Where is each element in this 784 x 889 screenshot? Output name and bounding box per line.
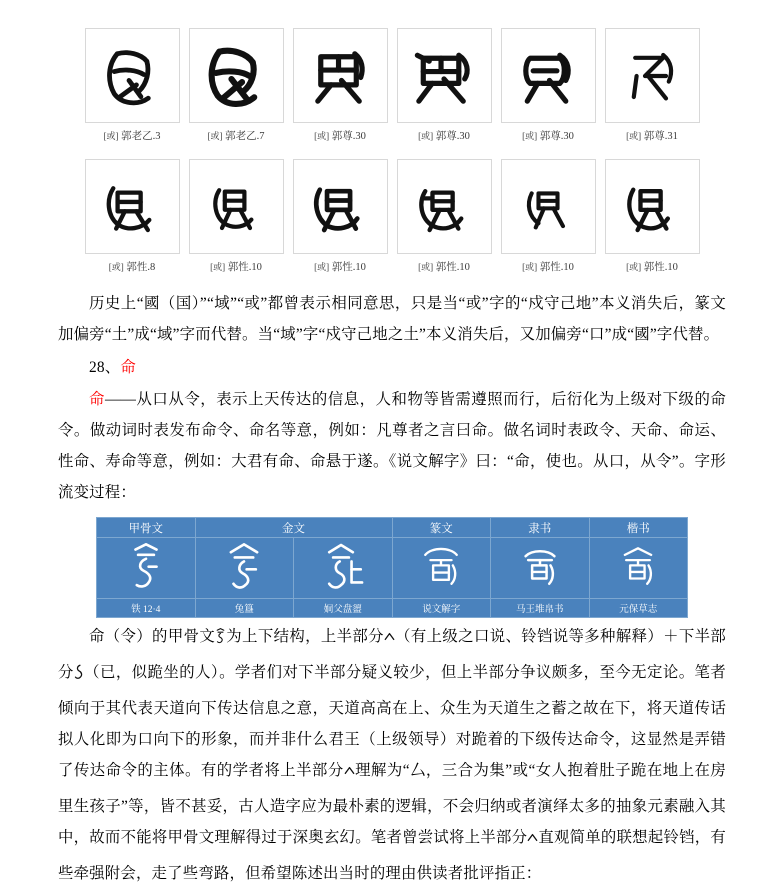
glyph-image — [501, 159, 596, 254]
glyph-source: [或] — [103, 131, 119, 141]
oracle-bone-glyph-icon — [303, 39, 377, 113]
footer-cell-4: 马王堆帛书 — [491, 599, 590, 618]
glyph-caption — [210, 259, 262, 274]
glyph-caption — [418, 259, 470, 274]
glyph-ref: 郭尊.31 — [643, 131, 678, 142]
glyph-image — [293, 28, 388, 123]
header-cell-jinwen: 金文 — [195, 518, 392, 538]
glyph-ref: 郭尊.30 — [331, 131, 366, 142]
glyph-ref: 郭性.10 — [539, 262, 574, 273]
glyph-plate-row-2 — [58, 143, 726, 274]
oracle-bone-glyph-icon — [407, 39, 481, 113]
glyph-source: [或] — [522, 262, 538, 272]
glyph-cell-jinwen-2 — [294, 538, 393, 599]
glyph-image — [189, 28, 284, 123]
glyph-caption — [104, 128, 161, 143]
glyph-caption — [418, 128, 470, 143]
glyph-plate — [604, 28, 701, 143]
bronze-script-glyph-icon — [201, 172, 271, 242]
glyph-source: [或] — [418, 262, 434, 272]
header-cell-kaishu: 楷书 — [589, 518, 688, 538]
glyph-source: [或] — [314, 262, 330, 272]
glyph-source: [或] — [522, 131, 538, 141]
section-char: 命 — [120, 359, 136, 376]
ming-seal-glyph-icon — [420, 543, 462, 593]
footer-cell-0: 铁 12·4 — [97, 599, 196, 618]
footer-cell-5: 元保草志 — [589, 599, 688, 618]
bronze-script-glyph-icon — [514, 173, 582, 241]
glyph-ref: 郭老乙.3 — [121, 131, 161, 142]
header-cell-lishu: 隶书 — [491, 518, 590, 538]
analysis-text-5: 理解为“厶，三合为集”或“女人抱着肚子跪在地上在房里生孩子”等，皆不甚妥，古人造字应为最朴素的逻辑，不会归纳或者演绎太多的抽象元素融入其中，故而不能将甲骨文理解得过于深奥玄幻。笔者曾尝试将上半部分 — [58, 762, 726, 846]
oracle-bone-glyph-icon — [95, 39, 169, 113]
glyph-cell-kaishu — [589, 538, 688, 599]
definition-char: 命 — [89, 391, 105, 408]
bronze-script-glyph-icon — [616, 171, 688, 243]
glyph-ref: 郭老乙.7 — [225, 131, 265, 142]
glyph-ref: 郭性.10 — [643, 262, 678, 273]
glyph-plate — [396, 28, 493, 143]
glyph-source: [或] — [626, 131, 642, 141]
ming-bronze-glyph-icon-1 — [224, 543, 264, 593]
glyph-caption — [208, 128, 265, 143]
glyph-plate-row-1 — [58, 0, 726, 143]
glyph-caption — [109, 259, 156, 274]
glyph-cell-zhuanwen — [392, 538, 491, 599]
glyph-source: [或] — [626, 262, 642, 272]
glyph-plate — [396, 159, 493, 274]
table-footer-row — [97, 599, 688, 618]
paragraph-analysis — [58, 621, 726, 889]
glyph-source: [或] — [314, 131, 330, 141]
glyph-plate — [500, 159, 597, 274]
glyph-caption — [522, 128, 574, 143]
glyph-ref: 郭性.8 — [126, 262, 156, 273]
oracle-bone-glyph-icon — [198, 38, 274, 114]
section-heading — [58, 352, 726, 383]
analysis-text-3: （有上级之口说、铃铛说等多种解释）＋下半部分 — [58, 628, 726, 681]
ming-oracle-glyph-icon — [126, 543, 166, 593]
glyph-ref: 郭性.10 — [435, 262, 470, 273]
glyph-caption — [314, 128, 366, 143]
ming-bronze-glyph-icon-2 — [320, 543, 366, 593]
glyph-source: [或] — [418, 131, 434, 141]
paragraph-history: 历史上“國（国）”“域”“或”都曾表示相同意思，只是当“或”字的“戍守己地”本义消失后，篆文加偏旁“土”成“域”字而代替。当“域”字“戍守己地之土”本义消失后，又加偏旁“口”成“國”字代替。 — [58, 295, 726, 343]
paragraph-definition — [58, 384, 726, 508]
glyph-ref: 郭尊.30 — [539, 131, 574, 142]
glyph-image — [397, 28, 492, 123]
glyph-image — [293, 159, 388, 254]
ming-regular-glyph-icon — [617, 544, 659, 592]
glyph-ref: 郭尊.30 — [435, 131, 470, 142]
glyph-source: [或] — [108, 262, 124, 272]
glyph-caption — [314, 259, 366, 274]
header-cell-zhuanwen: 篆文 — [392, 518, 491, 538]
glyph-source: [或] — [210, 262, 226, 272]
footer-cell-2: 姛父盘盨 — [294, 599, 393, 618]
analysis-text-2: 为上下结构，上半部分 — [226, 628, 384, 645]
section-number: 28、 — [89, 359, 121, 376]
glyph-source: [或] — [207, 131, 223, 141]
glyph-cell-jiaguwen — [97, 538, 196, 599]
glyph-plate — [188, 28, 285, 143]
table-glyph-row — [97, 538, 688, 599]
glyph-plate — [84, 28, 181, 143]
definition-body: ——从口从令，表示上天传达的信息，人和物等皆需遵照而行，后衍化为上级对下级的命令。做动词时表发布命令、命名等意，例如：凡尊者之言曰命。做名词时表政令、天命、命运、性命、寿命等意，例如：大君有命、命悬于遂。《说文解字》曰：“命，使也。从口，从令”。字形流变过程： — [58, 391, 726, 501]
header-cell-jiaguwen: 甲骨文 — [97, 518, 196, 538]
glyph-ref: 郭性.10 — [331, 262, 366, 273]
analysis-text-4: （已，似跪坐的人）。学者们对下半部分疑义较少，但上半部分争议颇多，至今无定论。笔者倾向于其代表天道向下传达信息之意，天道高高在上、众生为天道生之蓄之故在下，将天道传话拟人化即为口向下的形象，而并非什么君王（上级领导）对跪着的下级传达命令，这显然是弄错了传达命令的主体。有的学者将上半部分 — [58, 664, 726, 779]
glyph-caption — [626, 259, 678, 274]
table-header-row — [97, 518, 688, 538]
glyph-image — [605, 28, 700, 123]
analysis-text-6: 直观简单的联想起铃铛，有些牵强附会，走了些弯路，但希望陈述出当时的理由供读者批评指正： — [58, 829, 726, 882]
oracle-bone-glyph-icon — [511, 39, 585, 113]
glyph-plate — [500, 28, 597, 143]
glyph-plate — [292, 28, 389, 143]
analysis-text-1: 命（令）的甲骨文 — [89, 628, 216, 645]
glyph-image — [501, 28, 596, 123]
script-evolution-table — [96, 517, 688, 618]
ming-clerical-glyph-icon — [519, 544, 561, 592]
glyph-ref: 郭性.10 — [227, 262, 262, 273]
glyph-plate — [292, 159, 389, 274]
oracle-bone-glyph-icon — [617, 41, 687, 111]
bronze-script-glyph-icon — [408, 171, 480, 243]
footer-cell-1: 兔簋 — [195, 599, 294, 618]
glyph-caption — [626, 128, 678, 143]
glyph-plate — [84, 159, 181, 274]
glyph-image — [85, 159, 180, 254]
glyph-image — [397, 159, 492, 254]
glyph-plate — [604, 159, 701, 274]
glyph-cell-jinwen-1 — [195, 538, 294, 599]
glyph-caption — [522, 259, 574, 274]
glyph-plate — [188, 159, 285, 274]
glyph-image — [605, 159, 700, 254]
glyph-image — [189, 159, 284, 254]
footer-cell-3: 说文解字 — [392, 599, 491, 618]
bronze-script-glyph-icon — [304, 171, 376, 243]
glyph-cell-lishu — [491, 538, 590, 599]
glyph-image — [85, 28, 180, 123]
bronze-script-glyph-icon — [96, 171, 168, 243]
